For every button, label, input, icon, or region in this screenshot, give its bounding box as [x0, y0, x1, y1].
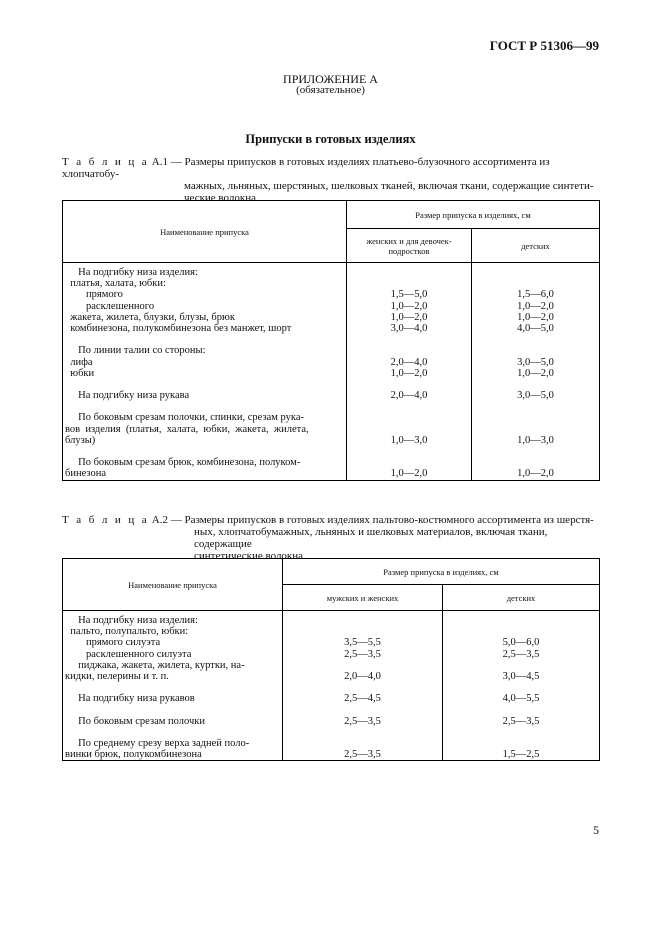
table1-row-value-a: 1,0—2,0	[390, 468, 428, 480]
table1-row-value-b	[472, 446, 599, 457]
table2-row-value-b	[443, 626, 599, 637]
table2-row-value-a: 3,5—5,5	[344, 637, 381, 649]
table2-row-value-a	[283, 705, 442, 716]
table1-row-value-a	[347, 424, 471, 435]
table1-row-value-a	[347, 379, 471, 390]
table1-row-value-a	[347, 412, 471, 423]
table1-row-value-b	[472, 379, 599, 390]
table1-row-value-b: 4,0—5,0	[517, 322, 554, 334]
table2-col-name: Наименование припуска	[63, 559, 283, 611]
table2	[62, 558, 600, 761]
table2-row-value-b: 2,5—3,5	[502, 648, 540, 660]
table2-row-value-a: 2,0—4,0	[344, 670, 381, 682]
table1-row-name: блузы)	[65, 434, 96, 446]
table1-row-value-a	[347, 334, 471, 345]
table2-names	[65, 615, 280, 760]
table2-row-name: пиджака, жакета, жилета, куртки, на-	[65, 659, 245, 671]
table2-caption-line3: синтетические волокна	[194, 550, 304, 562]
table1-row-value-a: 2,0—4,0	[390, 356, 428, 368]
table2-row-value-b: 4,0—5,5	[502, 693, 540, 705]
table2-col-b-cell	[443, 611, 600, 761]
table1-row-value-b: 1,0—2,0	[517, 300, 554, 312]
appendix-title: ПРИЛОЖЕНИЕ А	[283, 72, 378, 86]
table2-row-value-a	[283, 660, 442, 671]
table1-row-value-a: 1,0—2,0	[390, 311, 428, 323]
table2-row-value-b	[443, 682, 599, 693]
table1-row-value-a: 2,0—4,0	[390, 390, 428, 402]
table1-row-value-a	[347, 457, 471, 468]
table1-row-value-b: 1,0—2,0	[517, 468, 554, 480]
document-id: ГОСТ Р 51306—99	[489, 38, 599, 53]
table1-caption-line3: ческие волокна	[184, 192, 257, 204]
table1-caption	[62, 156, 602, 204]
table2-col-a: мужских и женских	[283, 585, 443, 611]
table2-row-value-b	[443, 615, 599, 626]
table1-caption-line1: Размеры припусков в готовых изделиях платьево-блузочного ассортимента из хлопчатобу-	[62, 156, 550, 180]
table1-row-value-b: 1,0—2,0	[517, 311, 554, 323]
table2-row-name: По боковым срезам полочки	[65, 715, 206, 727]
table1-row-name: По боковым срезам полочки, спинки, срезам рука-	[65, 412, 304, 424]
table2-row-name: По среднему срезу верха задней поло-	[65, 738, 250, 750]
table2-row-value-b: 1,5—2,5	[502, 749, 540, 761]
table1-col-a-cell	[347, 263, 472, 481]
table2-label: Т а б л и ц а	[62, 514, 150, 526]
table1-row-name	[65, 334, 344, 345]
table2-row-name: расклешенного силуэта	[65, 648, 192, 660]
table2-row-name: На подгибку низа изделия:	[65, 615, 198, 626]
table1-row-name: вов изделия (платья, халата, юбки, жакета, жилета,	[65, 423, 309, 435]
table2-caption-line1: Размеры припусков в готовых изделиях пальтово-костюмного ассортимента из шерстя-	[184, 514, 594, 526]
table1-row-name: расклешенного	[65, 300, 155, 312]
table1-row-name	[65, 446, 344, 457]
table1-row-value-b: 1,0—2,0	[517, 367, 554, 379]
table2-row-name: кидки, пелерины и т. п.	[65, 670, 169, 682]
table2-row-value-a: 2,5—3,5	[344, 648, 381, 660]
table2-row-name	[65, 727, 280, 738]
table2-row-value-a	[283, 738, 442, 749]
table2-caption-line2: ных, хлопчатобумажных, льняных и шелковых материалов, включая ткани, содержащие	[194, 526, 548, 550]
table2-row-value-a	[283, 682, 442, 693]
table2-row-name: пальто, полупальто, юбки:	[65, 626, 189, 638]
table1-row-name: комбинезона, полукомбинезона без манжет, шорт	[65, 322, 292, 334]
table1-row-value-a: 1,0—3,0	[390, 434, 428, 446]
table1-row-value-b	[472, 334, 599, 345]
table2-row-name	[65, 682, 280, 693]
table1-row-value-b	[472, 457, 599, 468]
table1-row-value-b	[472, 401, 599, 412]
table1-row-value-b	[472, 267, 599, 278]
table1-label: Т а б л и ц а	[62, 156, 150, 168]
table1-row-value-a	[347, 345, 471, 356]
table2-row-name: винки брюк, полукомбинезона	[65, 749, 202, 761]
table1-col-a-values	[347, 267, 471, 480]
appendix-subtitle: (обязательное)	[296, 84, 365, 96]
table2-col-a-values	[283, 615, 442, 760]
table1-row-name: платья, халата, юбки:	[65, 278, 166, 290]
table1-col-b-cell	[472, 263, 600, 481]
table1-row-name: По линии талии со стороны:	[65, 345, 206, 357]
table1-row-name	[65, 401, 344, 412]
table2-row-value-b: 5,0—6,0	[502, 637, 540, 649]
table2-col-b: детских	[443, 585, 600, 611]
table2-row-value-b	[443, 727, 599, 738]
table1-row-value-b	[472, 424, 599, 435]
table1-row-name: По боковым срезам брюк, комбинезона, полуком-	[65, 457, 301, 469]
table1-row-value-a	[347, 401, 471, 412]
table2-row-value-b	[443, 738, 599, 749]
table1-row-name: жакета, жилета, блузки, блузы, брюк	[65, 311, 235, 323]
table2-row-value-a: 2,5—3,5	[344, 715, 381, 727]
table2-row-value-b: 2,5—3,5	[502, 715, 540, 727]
table1-row-value-b: 1,5—6,0	[517, 289, 554, 301]
table1-col-a-line1: женских и для девочек-	[366, 235, 452, 246]
table1-number: А.1 —	[151, 156, 182, 168]
table1-row-value-a	[347, 446, 471, 457]
table1-row-value-b: 3,0—5,0	[517, 356, 554, 368]
table2-row-value-b: 3,0—4,5	[502, 670, 540, 682]
table2-col-a-cell	[283, 611, 443, 761]
table1-row-value-a: 1,5—5,0	[390, 289, 428, 301]
table1-caption-line2: мажных, льняных, шерстяных, шелковых тканей, включая ткани, содержащие синтети-	[184, 180, 594, 192]
table1-row-value-b	[472, 278, 599, 289]
table2-caption	[62, 514, 602, 562]
table2-row-value-a	[283, 615, 442, 626]
table2-col-b-values	[443, 615, 599, 760]
table1-col-a	[347, 229, 472, 263]
page-number: 5	[593, 823, 599, 837]
table1-row-value-b	[472, 412, 599, 423]
table1-col-b: детских	[472, 229, 600, 263]
table2-col-group: Размер припуска в изделиях, см	[283, 559, 600, 585]
table1-row-name: На подгибку низа рукава	[65, 390, 190, 402]
table2-names-cell	[63, 611, 283, 761]
table2-row-value-a	[283, 626, 442, 637]
table1-names-cell	[63, 263, 347, 481]
section-title: Припуски в готовых изделиях	[245, 132, 416, 146]
table1-row-value-a: 3,0—4,0	[390, 322, 428, 334]
table1-names	[65, 267, 344, 480]
table2-row-value-b	[443, 705, 599, 716]
table2-row-name	[65, 705, 280, 716]
table2-row-value-b	[443, 660, 599, 671]
table1-row-name: лифа	[65, 356, 93, 368]
table1-row-value-b: 3,0—5,0	[517, 390, 554, 402]
table1-row-value-b: 1,0—3,0	[517, 434, 554, 446]
table2-row-name: прямого силуэта	[65, 637, 161, 649]
table1-col-group: Размер припуска в изделиях, см	[347, 201, 600, 229]
table1-row-name: бинезона	[65, 468, 106, 480]
table1-row-value-b	[472, 345, 599, 356]
table2-row-name: На подгибку низа рукавов	[65, 693, 195, 705]
table1	[62, 200, 600, 481]
table1-row-name: прямого	[65, 289, 123, 301]
table2-number: А.2 —	[151, 514, 182, 526]
table1-col-name: Наименование припуска	[63, 201, 347, 263]
table1-col-a-line2: подростков	[388, 245, 430, 256]
table2-row-value-a: 2,5—3,5	[344, 749, 381, 761]
table2-row-value-a	[283, 727, 442, 738]
table2-row-value-a: 2,5—4,5	[344, 693, 381, 705]
table1-row-name: На подгибку низа изделия:	[65, 267, 198, 278]
table1-row-value-a	[347, 267, 471, 278]
table1-row-value-a: 1,0—2,0	[390, 300, 428, 312]
table1-row-value-a	[347, 278, 471, 289]
table1-row-name: юбки	[65, 367, 95, 379]
table1-row-name	[65, 379, 344, 390]
table1-row-value-a: 1,0—2,0	[390, 367, 428, 379]
table1-col-b-values	[472, 267, 599, 480]
